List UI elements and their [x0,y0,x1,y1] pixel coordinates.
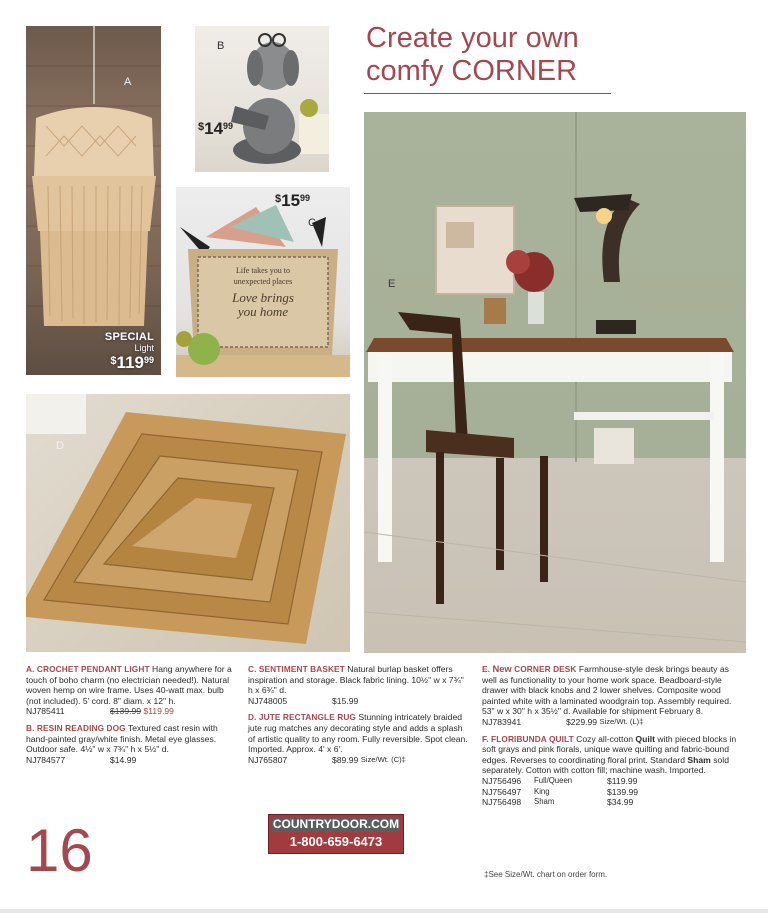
product-b-price: $14.99 [110,754,137,765]
product-a-copy [26,664,236,706]
photo-a-dollars: 119 [116,353,144,372]
photo-letter-c: C [308,217,316,229]
photo-c-dollars: 15 [281,191,301,210]
product-e-size-wt: Size/Wt. (L)‡ [599,716,644,726]
product-a-sku: NJ785411 [26,706,65,717]
product-e-prefix: E. [482,664,491,674]
headline-line-1: Create your own [366,22,579,54]
basket-text-line-2: unexpected places [233,277,293,286]
product-d-sku: NJ765807 [248,754,288,765]
product-f-variant-row [482,776,746,787]
product-c-sku-line [248,696,468,707]
product-d-copy [248,712,468,754]
product-b-desc: Textured cast resin with hand-painted gray/white finish. Metal eye glasses. Outdoor safe. 4½" w x 7¾" h x 5½" d. [26,722,218,755]
product-d-sku-line [248,755,468,766]
special-sub-label: Light [134,343,154,353]
variant-price: $139.99 [607,786,639,797]
basket-text-line-4: you home [237,304,289,319]
photo-b-cents: 99 [223,121,234,131]
special-price-tag [62,331,154,373]
photo-a-cents: 99 [143,355,154,365]
reading-dog-illustration [195,26,329,172]
product-d-title: D. JUTE RECTANGLE RUG [248,712,356,723]
photo-sentiment-basket[interactable] [176,187,350,377]
product-c-desc: Natural burlap basket offers inspiration and storage. Black fabric lining. 10½" w x 7¾" h x 6¾" d. [248,664,464,696]
product-a-sale-price: $119.99 [143,706,174,717]
product-f-variant-row [482,787,746,798]
photo-b-currency: $ [198,121,205,133]
copy-column-2 [248,664,468,765]
product-b-copy [26,723,236,755]
product-c-price: $15.99 [332,695,359,706]
product-f-variant-row [482,797,746,808]
photo-b-price [198,119,233,139]
photo-letter-e: E [388,278,396,290]
product-a-title: A. CROCHET PENDANT LIGHT [26,664,150,674]
product-f-desc-start: Cozy all-cotton [576,733,634,744]
photo-letter-a: A [124,76,132,88]
product-d-size-wt: Size/Wt. (C)‡ [360,754,406,764]
product-d-desc: Stunning intricately braided jute rug matches any decorating style and adds a splash of artistic quality to any room. Fully reversible. Spot clean. Imported. Approx. 4' x 6'. [248,712,468,755]
product-e-sku-line [482,717,746,728]
variant-sku: NJ756497 [482,786,522,797]
product-f-desc-end: sold separately. Cotton with cotton fill; machine wash. Imported. [482,754,729,776]
product-e-sku: NJ783941 [482,716,522,727]
variant-price: $119.99 [607,775,638,786]
new-badge: New [492,663,512,674]
bottom-rule [0,909,768,913]
special-label: SPECIAL [104,331,154,343]
variant-size: Sham [534,797,555,807]
photo-letter-b: B [217,40,225,52]
photo-b-dollars: 14 [204,119,224,138]
product-a-was-price: $139.99 [110,706,142,717]
photo-c-currency: $ [275,193,282,205]
variant-sku: NJ756496 [482,775,522,786]
headline-rule [364,93,611,94]
logo-phone: 1-800-659-6473 [289,834,383,849]
product-a-desc: Hang anywhere for a touch of boho charm (no electrician needed!). Natural woven hemp on wire frame. Uses 40-watt max. bulb (not included). 5' cord. 8" diam. x 12" h. [26,664,232,706]
variant-price: $34.99 [607,797,634,808]
product-f-desc-bold2: Sham [687,754,711,765]
basket-sentiment-text [200,265,326,319]
product-f-copy [482,734,746,776]
product-f-title: F. FLORIBUNDA QUILT [482,733,574,744]
photo-a-currency: $ [110,355,117,367]
product-c-sku: NJ748005 [248,695,288,706]
product-e-price: $229.99 [566,716,598,727]
product-e-title: CORNER DESK [514,664,577,674]
corner-desk-illustration [364,112,746,653]
page-number: 16 [26,817,93,884]
photo-letter-d: D [56,440,64,452]
headline-line-2: comfy CORNER [366,55,578,87]
photo-jute-rug[interactable] [26,394,350,652]
product-e-copy [482,664,746,717]
basket-text-line-3: Love brings [232,290,294,305]
product-d-price: $89.99 [332,754,359,765]
product-c-copy [248,664,468,696]
logo-site-name: COUNTRYDOOR.COM [272,817,400,831]
size-chart-footnote: ‡See Size/Wt. chart on order form. [484,870,608,879]
product-f-desc-bold: Quilt [635,733,655,744]
pendant-light-illustration [26,26,161,375]
photo-c-price [275,191,310,211]
product-f-desc-mid: with pieced blocks in soft grays and pink florals, unique wave quilting and fabric-bound edges. Reverses to coordinating floral print. Standard [482,733,737,765]
product-b-title: B. RESIN READING DOG [26,722,126,733]
photo-reading-dog[interactable] [195,26,329,172]
basket-text-line-1: Life takes you to [236,266,290,275]
photo-corner-desk[interactable] [364,112,746,653]
variant-size: Full/Queen [534,775,573,785]
photo-c-cents: 99 [300,193,311,203]
photo-pendant-light[interactable] [26,26,161,375]
product-b-sku-line [26,755,236,766]
copy-column-3 [482,664,746,808]
countrydoor-logo[interactable] [268,814,404,854]
product-a-sku-line [26,706,236,717]
photo-a-price [110,355,154,372]
product-c-title: C. SENTIMENT BASKET [248,664,345,674]
jute-rug-illustration [26,394,350,652]
variant-size: King [534,786,550,796]
product-b-sku: NJ784577 [26,754,66,765]
copy-column-1 [26,664,236,765]
page-headline [366,22,626,88]
product-e-desc: Farmhouse-style desk brings beauty as well as functionality to your home work space. Beadboard-style drawer with black knobs and 2 lower shelves. Composite wood painted white with a laminated woodgrain top. Assembly required. 53" w x 30" h x 35½" d. Available for shipment February 8. [482,664,732,717]
variant-sku: NJ756498 [482,797,522,808]
